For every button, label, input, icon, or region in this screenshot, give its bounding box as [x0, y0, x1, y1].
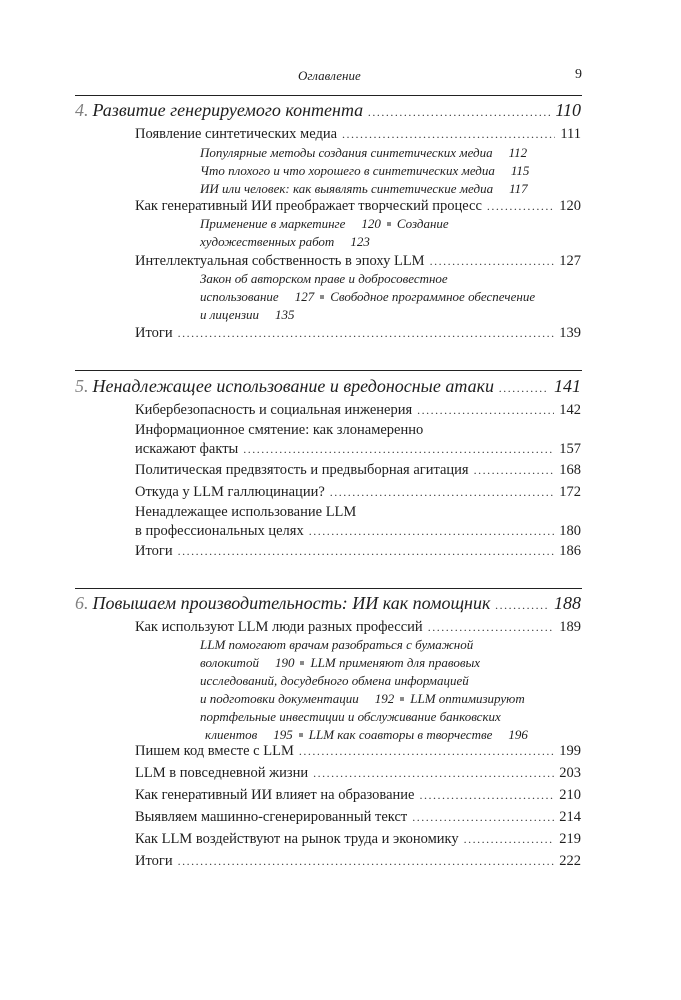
dot-leader	[368, 105, 550, 120]
entry-title-line2: в профессиональных целях	[135, 523, 304, 539]
dot-leader	[499, 381, 549, 396]
subtopic-line	[200, 162, 581, 180]
toc-entry[interactable]	[135, 462, 581, 479]
subtopic-text: волокитой	[200, 655, 259, 670]
chapter-4-divider	[75, 95, 582, 96]
dot-leader	[417, 403, 554, 418]
subtopic-text: Создание	[396, 216, 449, 231]
subtopic-line	[200, 180, 581, 198]
toc-entry[interactable]	[135, 831, 581, 848]
chapter-6-heading[interactable]	[75, 593, 581, 614]
toc-entry[interactable]	[135, 198, 581, 215]
entry-page: 222	[559, 853, 581, 869]
toc-entry[interactable]	[135, 484, 581, 501]
subtopic-list	[200, 144, 581, 198]
subtopic-list	[200, 636, 600, 744]
subtopic-text: Закон об авторском праве и добросовестное	[200, 271, 448, 286]
subtopic-text: исследований, досудебного обмена информацией	[200, 673, 469, 688]
dot-leader	[243, 440, 554, 459]
subtopic-page: 127	[294, 289, 315, 304]
toc-entry[interactable]	[135, 787, 581, 804]
entry-title: Итоги	[135, 325, 173, 341]
subtopic-text: Что плохого и что хорошего в синтетических медиа	[200, 163, 495, 178]
subtopic-list	[200, 215, 581, 251]
dot-leader	[299, 744, 554, 759]
toc-entry[interactable]	[135, 543, 581, 560]
chapter-5-divider	[75, 370, 582, 371]
entry-page: 120	[559, 198, 581, 214]
chapter-title: Повышаем производительность: ИИ как помощник	[92, 593, 491, 613]
chapter-6-divider	[75, 588, 582, 589]
subtopic-text: ИИ или человек: как выявлять синтетические медиа	[200, 181, 494, 196]
entry-title: Пишем код вместе с LLM	[135, 743, 294, 759]
dot-leader	[412, 810, 554, 825]
entry-title: Как генеративный ИИ преображает творческий процесс	[135, 198, 482, 214]
bullet-separator-icon	[387, 222, 391, 226]
dot-leader	[178, 544, 555, 559]
entry-page: 172	[559, 484, 581, 500]
entry-page: 139	[559, 325, 581, 341]
dot-leader	[428, 620, 555, 635]
entry-page: 127	[559, 253, 581, 269]
subtopic-text: LLM помогают врачам разобраться с бумажной	[200, 637, 474, 652]
toc-entry[interactable]	[135, 421, 581, 459]
chapter-page: 141	[554, 376, 581, 396]
subtopic-text: портфельные инвестиции и обслуживание банковских	[200, 709, 501, 724]
entry-page: 219	[559, 831, 581, 847]
toc-entry[interactable]	[135, 253, 581, 270]
entry-page: 189	[559, 619, 581, 635]
subtopic-text: и подготовки документации	[200, 691, 359, 706]
entry-title: Кибербезопасность и социальная инженерия	[135, 402, 413, 418]
chapter-5-heading[interactable]	[75, 376, 581, 397]
page-number: 9	[575, 67, 582, 82]
bullet-separator-icon	[300, 661, 304, 665]
subtopic-page: 195	[273, 727, 293, 742]
entry-title: Как генеративный ИИ влияет на образование	[135, 787, 415, 803]
subtopic-page: 123	[350, 234, 370, 249]
toc-entry[interactable]	[135, 503, 581, 541]
entry-title: Итоги	[135, 853, 173, 869]
entry-title: Как используют LLM люди разных профессий	[135, 619, 423, 635]
subtopic-text: художественных работ	[200, 234, 335, 249]
entry-page: 214	[559, 809, 581, 825]
bullet-separator-icon	[299, 733, 303, 737]
entry-page: 111	[560, 126, 581, 142]
toc-entry[interactable]	[135, 619, 581, 636]
chapter-title: Развитие генерируемого контента	[92, 100, 364, 120]
chapter-page: 110	[555, 100, 581, 120]
toc-entry[interactable]	[135, 809, 581, 826]
subtopic-text: Популярные методы создания синтетических медиа	[200, 145, 493, 160]
toc-entry[interactable]	[135, 402, 581, 419]
subtopic-line	[200, 144, 581, 162]
subtopic-page: 115	[510, 163, 530, 178]
subtopic-page: 196	[508, 727, 528, 742]
chapter-4-heading[interactable]	[75, 100, 581, 121]
chapter-number: 6.	[75, 593, 89, 613]
toc-entry[interactable]	[135, 853, 581, 870]
subtopic-text: клиентов	[205, 727, 258, 742]
chapter-number: 4.	[75, 100, 89, 120]
chapter-page: 188	[554, 593, 581, 613]
subtopic-text: LLM применяют для правовых	[310, 655, 481, 670]
entry-title: Политическая предвзятость и предвыборная агитация	[135, 462, 469, 478]
toc-entry[interactable]	[135, 743, 581, 760]
bullet-separator-icon	[400, 697, 404, 701]
subtopic-page: 192	[374, 691, 395, 706]
entry-page: 203	[559, 765, 581, 781]
entry-page: 168	[559, 462, 581, 478]
subtopic-text: LLM как соавторы в творчестве	[308, 727, 493, 742]
entry-title: Откуда у LLM галлюцинации?	[135, 484, 325, 500]
entry-page: 180	[559, 523, 581, 539]
subtopic-page: 112	[508, 145, 528, 160]
bullet-separator-icon	[320, 295, 324, 299]
entry-page: 157	[559, 441, 581, 457]
entry-page: 186	[559, 543, 581, 559]
entry-title: Появление синтетических медиа	[135, 126, 338, 142]
dot-leader	[464, 832, 555, 847]
dot-leader	[430, 254, 555, 269]
subtopic-page: 120	[361, 216, 381, 231]
entry-title: Интеллектуальная собственность в эпоху LLM	[135, 253, 425, 269]
chapter-number: 5.	[75, 376, 89, 396]
entry-title: LLM в повседневной жизни	[135, 765, 309, 781]
entry-title: Выявляем машинно-сгенерированный текст	[135, 809, 408, 825]
subtopic-text: использование	[200, 289, 279, 304]
subtopic-text: Свободное программное обеспечение	[330, 289, 536, 304]
entry-title: Итоги	[135, 543, 173, 559]
running-header-title: Оглавление	[298, 68, 361, 83]
toc-entry[interactable]	[135, 126, 581, 143]
entry-title-line1: Информационное смятение: как злонамеренно	[135, 422, 424, 438]
entry-page: 199	[559, 743, 581, 759]
toc-entry[interactable]	[135, 765, 581, 782]
dot-leader	[178, 854, 555, 869]
dot-leader	[178, 326, 555, 341]
subtopic-list	[200, 270, 581, 324]
dot-leader	[419, 788, 554, 803]
dot-leader	[330, 485, 554, 500]
toc-entry[interactable]	[135, 325, 581, 342]
dot-leader	[342, 127, 555, 142]
entry-title-line2: искажают факты	[135, 441, 239, 457]
subtopic-text: и лицензии	[200, 307, 260, 322]
subtopic-page: 190	[274, 655, 295, 670]
subtopic-text: LLM оптимизируют	[410, 691, 525, 706]
entry-page: 142	[559, 402, 581, 418]
chapter-title: Ненадлежащее использование и вредоносные атаки	[92, 376, 494, 396]
dot-leader	[313, 766, 554, 781]
subtopic-text: Применение в маркетинге	[200, 216, 346, 231]
dot-leader	[487, 199, 554, 214]
entry-title: Как LLM воздействуют на рынок труда и экономику	[135, 831, 459, 847]
subtopic-page: 135	[275, 307, 295, 322]
dot-leader	[495, 598, 549, 613]
dot-leader	[309, 522, 555, 541]
entry-page: 210	[559, 787, 581, 803]
entry-title-line1: Ненадлежащее использование LLM	[135, 504, 357, 520]
subtopic-page: 117	[509, 181, 528, 196]
dot-leader	[474, 463, 555, 478]
